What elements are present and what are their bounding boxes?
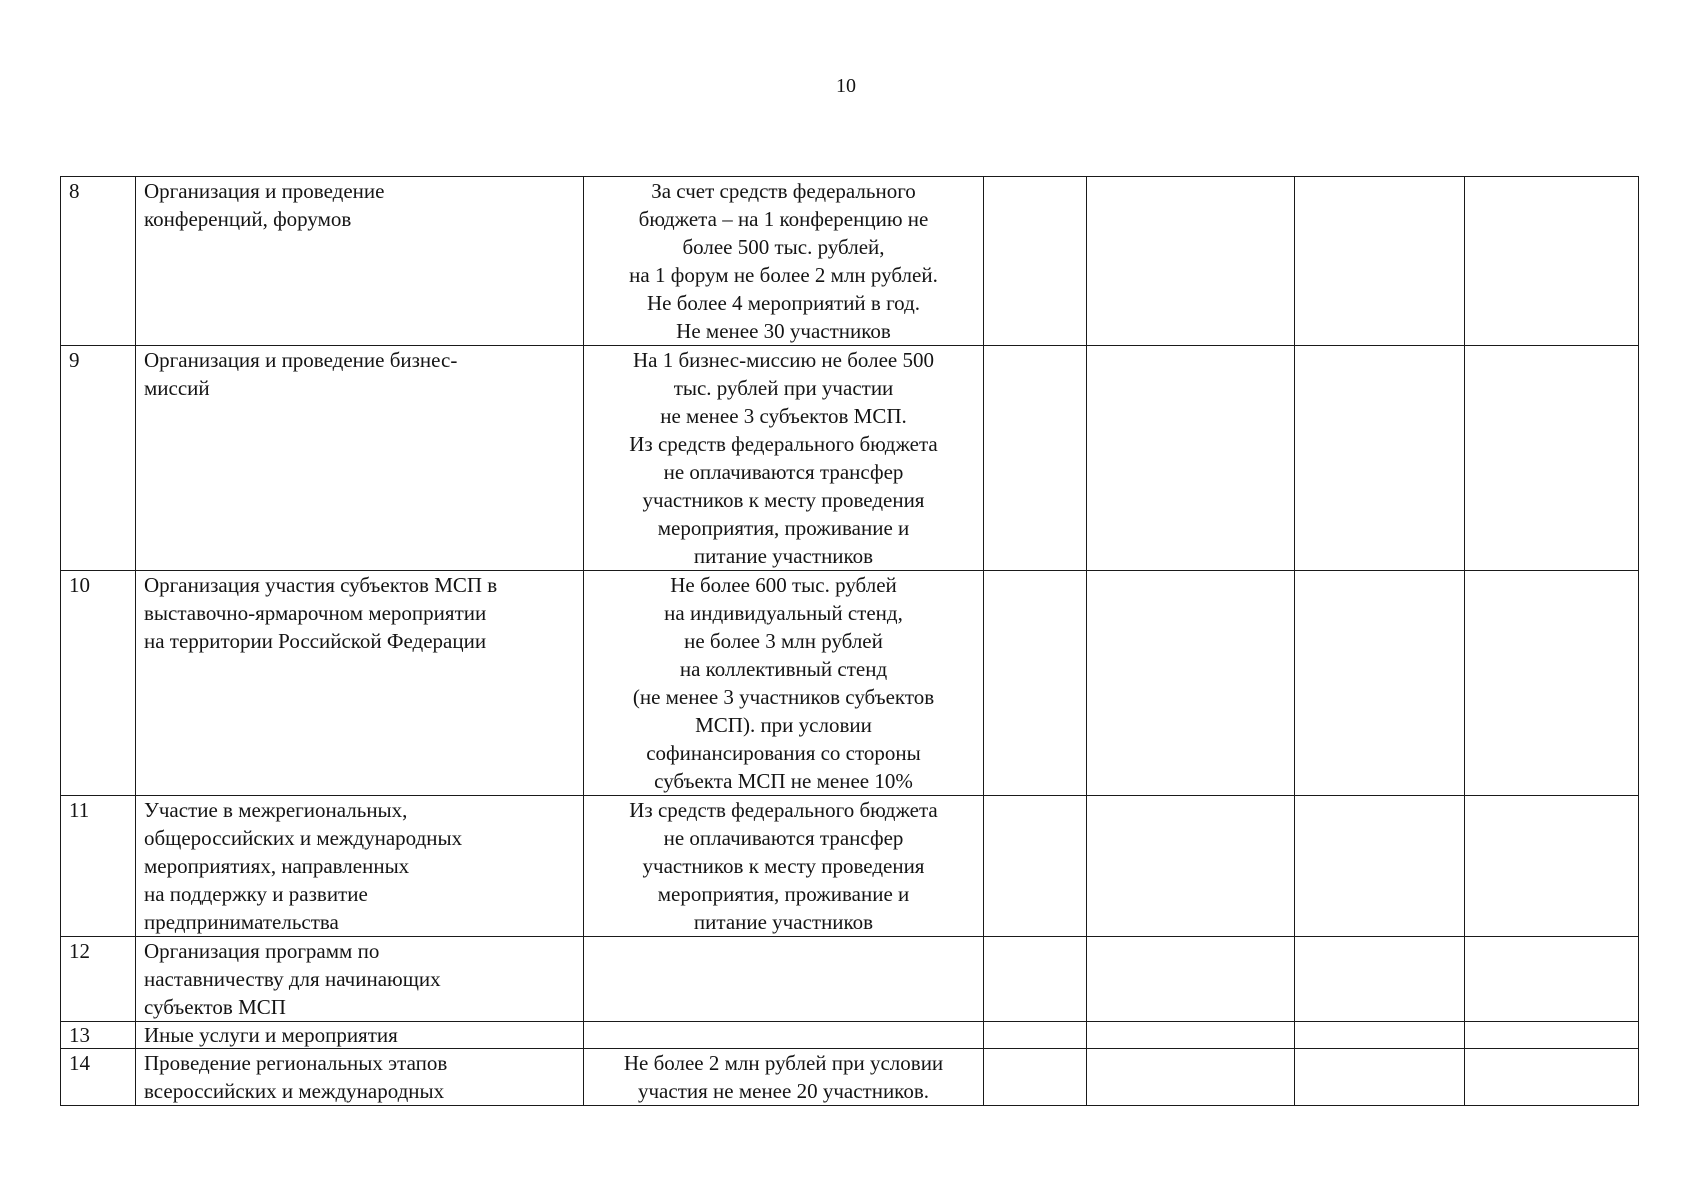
empty-cell: [1087, 346, 1295, 571]
empty-cell: [1087, 937, 1295, 1022]
service-name: Проведение региональных этапов всероссийских и международных: [136, 1049, 584, 1106]
service-condition: На 1 бизнес-миссию не более 500 тыс. рублей при участии не менее 3 субъектов МСП. Из средств федерального бюджета не оплачиваются трансфер участников к месту проведения мероприятия, проживание и питание участников: [584, 346, 984, 571]
page-number: 10: [836, 75, 856, 97]
empty-cell: [1087, 1049, 1295, 1106]
empty-cell: [1465, 177, 1639, 346]
empty-cell: [1465, 346, 1639, 571]
row-number: 14: [61, 1049, 136, 1106]
table-row: [61, 571, 1639, 796]
empty-cell: [984, 1022, 1087, 1049]
empty-cell: [984, 796, 1087, 937]
row-number: 12: [61, 937, 136, 1022]
service-name: Организация участия субъектов МСП в выставочно-ярмарочном мероприятии на территории Российской Федерации: [136, 571, 584, 796]
row-number: 8: [61, 177, 136, 346]
empty-cell: [1087, 796, 1295, 937]
service-name: Организация программ по наставничеству для начинающих субъектов МСП: [136, 937, 584, 1022]
empty-cell: [984, 177, 1087, 346]
service-condition: Не более 2 млн рублей при условии участия не менее 20 участников.: [584, 1049, 984, 1106]
empty-cell: [1465, 1022, 1639, 1049]
table-row: [61, 937, 1639, 1022]
table-row: [61, 1049, 1639, 1106]
empty-cell: [1465, 1049, 1639, 1106]
table-row: [61, 796, 1639, 937]
empty-cell: [1465, 937, 1639, 1022]
table-row: [61, 1022, 1639, 1049]
empty-cell: [1465, 571, 1639, 796]
service-name: Организация и проведение бизнес- миссий: [136, 346, 584, 571]
empty-cell: [1295, 346, 1465, 571]
empty-cell: [1087, 177, 1295, 346]
empty-cell: [1087, 1022, 1295, 1049]
table-row: [61, 346, 1639, 571]
empty-cell: [1295, 796, 1465, 937]
service-condition: [584, 1022, 984, 1049]
service-name: Иные услуги и мероприятия: [136, 1022, 584, 1049]
row-number: 11: [61, 796, 136, 937]
service-condition: За счет средств федерального бюджета – на 1 конференцию не более 500 тыс. рублей, на 1 форум не более 2 млн рублей. Не более 4 мероприятий в год. Не менее 30 участников: [584, 177, 984, 346]
service-name: Участие в межрегиональных, общероссийских и международных мероприятиях, направленных на поддержку и развитие предпринимательства: [136, 796, 584, 937]
empty-cell: [1295, 1049, 1465, 1106]
row-number: 10: [61, 571, 136, 796]
empty-cell: [1295, 1022, 1465, 1049]
service-condition: Из средств федерального бюджета не оплачиваются трансфер участников к месту проведения мероприятия, проживание и питание участников: [584, 796, 984, 937]
service-name: Организация и проведение конференций, форумов: [136, 177, 584, 346]
table-row: [61, 177, 1639, 346]
empty-cell: [984, 571, 1087, 796]
empty-cell: [1295, 937, 1465, 1022]
row-number: 9: [61, 346, 136, 571]
empty-cell: [1295, 177, 1465, 346]
services-table: [60, 176, 1639, 1106]
empty-cell: [984, 1049, 1087, 1106]
empty-cell: [1465, 796, 1639, 937]
service-condition: [584, 937, 984, 1022]
empty-cell: [984, 937, 1087, 1022]
empty-cell: [1295, 571, 1465, 796]
empty-cell: [984, 346, 1087, 571]
row-number: 13: [61, 1022, 136, 1049]
empty-cell: [1087, 571, 1295, 796]
service-condition: Не более 600 тыс. рублей на индивидуальный стенд, не более 3 млн рублей на коллективный стенд (не менее 3 участников субъектов МСП). при условии софинансирования со стороны субъекта МСП не менее 10%: [584, 571, 984, 796]
